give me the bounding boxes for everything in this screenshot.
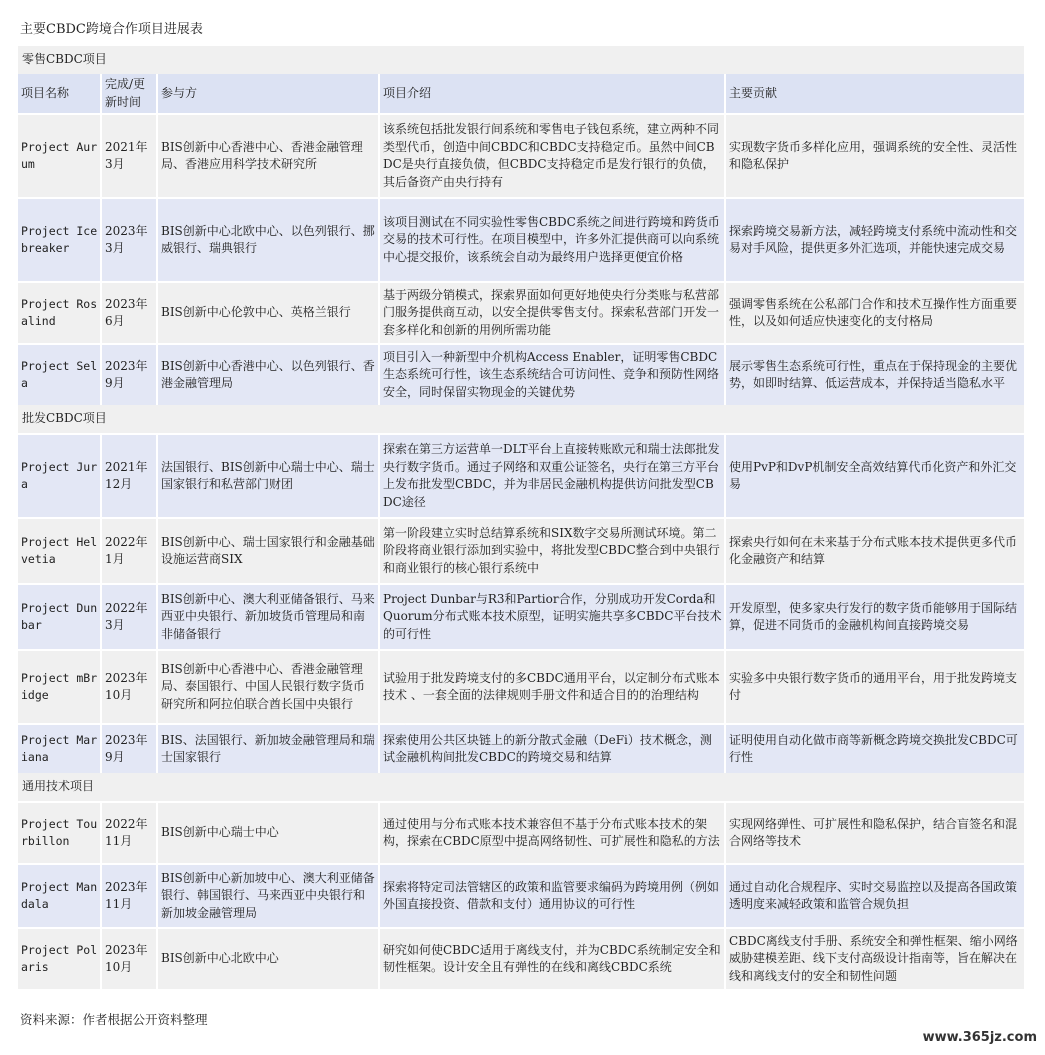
project-date: 2021年12月 bbox=[102, 433, 158, 517]
project-date: 2023年9月 bbox=[102, 343, 158, 405]
section-label: 零售CBDC项目 bbox=[18, 46, 1024, 74]
project-name: Project Jura bbox=[18, 433, 102, 517]
project-date: 2022年11月 bbox=[102, 801, 158, 863]
project-name: Project Sela bbox=[18, 343, 102, 405]
project-intro: 基于两级分销模式，探索界面如何更好地使央行分类账与私营部门服务提供商互动，以安全提供零售支付。探索私营部门开发一套多样化和创新的用例所需功能 bbox=[380, 281, 726, 343]
table-row bbox=[18, 583, 1024, 649]
table-row bbox=[18, 433, 1024, 517]
table-row bbox=[18, 863, 1024, 927]
header-participants: 参与方 bbox=[158, 74, 380, 113]
project-name: Project mBridge bbox=[18, 649, 102, 723]
table-row bbox=[18, 517, 1024, 583]
project-participants: BIS创新中心伦敦中心、英格兰银行 bbox=[158, 281, 380, 343]
project-contribution: 使用PvP和DvP机制安全高效结算代币化资产和外汇交易 bbox=[726, 433, 1024, 517]
project-participants: BIS创新中心北欧中心、以色列银行、挪威银行、瑞典银行 bbox=[158, 197, 380, 281]
project-name: Project Mandala bbox=[18, 863, 102, 927]
header-date: 完成/更新时间 bbox=[102, 74, 158, 113]
cbdc-projects-table bbox=[18, 46, 1024, 989]
project-date: 2023年10月 bbox=[102, 927, 158, 989]
project-contribution: 通过自动化合规程序、实时交易监控以及提高各国政策透明度来减轻政策和监管合规负担 bbox=[726, 863, 1024, 927]
section-label: 批发CBDC项目 bbox=[18, 405, 1024, 433]
project-date: 2022年1月 bbox=[102, 517, 158, 583]
header-row bbox=[18, 74, 1024, 113]
project-intro: Project Dunbar与R3和Partior合作，分别成功开发Corda和Quorum分布式账本技术原型，证明实施共享多CBDC平台技术的可行性 bbox=[380, 583, 726, 649]
source-note: 资料来源：作者根据公开资料整理 bbox=[20, 1012, 208, 1027]
table-row bbox=[18, 801, 1024, 863]
project-intro: 项目引入一种新型中介机构Access Enabler，证明零售CBDC生态系统可行性，该生态系统结合可访问性、竞争和预防性网络安全，同时保留实物现金的关键优势 bbox=[380, 343, 726, 405]
project-date: 2023年10月 bbox=[102, 649, 158, 723]
watermark: www.365jz.com bbox=[922, 1030, 1037, 1045]
project-intro: 第一阶段建立实时总结算系统和SIX数字交易所测试环境。第二阶段将商业银行添加到实验中，将批发型CBDC整合到中央银行和商业银行的核心银行系统中 bbox=[380, 517, 726, 583]
header-intro: 项目介绍 bbox=[380, 74, 726, 113]
table-row bbox=[18, 113, 1024, 197]
project-name: Project Icebreaker bbox=[18, 197, 102, 281]
project-name: Project Aurum bbox=[18, 113, 102, 197]
table-row bbox=[18, 723, 1024, 773]
project-contribution: 实现网络弹性、可扩展性和隐私保护，结合盲签名和混合网络等技术 bbox=[726, 801, 1024, 863]
project-contribution: 证明使用自动化做市商等新概念跨境交换批发CBDC可行性 bbox=[726, 723, 1024, 773]
project-contribution: 探索央行如何在未来基于分布式账本技术提供更多代币化金融资产和结算 bbox=[726, 517, 1024, 583]
project-contribution: 实验多中央银行数字货币的通用平台，用于批发跨境支付 bbox=[726, 649, 1024, 723]
project-contribution: 实现数字货币多样化应用，强调系统的安全性、灵活性和隐私保护 bbox=[726, 113, 1024, 197]
project-intro: 探索将特定司法管辖区的政策和监管要求编码为跨境用例（例如外国直接投资、借款和支付）通用协议的可行性 bbox=[380, 863, 726, 927]
section-row-retail bbox=[18, 46, 1024, 74]
project-participants: BIS创新中心香港中心、香港金融管理局、泰国银行、中国人民银行数字货币研究所和阿拉伯联合酋长国中央银行 bbox=[158, 649, 380, 723]
project-participants: BIS创新中心香港中心、以色列银行、香港金融管理局 bbox=[158, 343, 380, 405]
header-contribution: 主要贡献 bbox=[726, 74, 1024, 113]
project-participants: 法国银行、BIS创新中心瑞士中心、瑞士国家银行和私营部门财团 bbox=[158, 433, 380, 517]
table-row bbox=[18, 343, 1024, 405]
project-participants: BIS创新中心新加坡中心、澳大利亚储备银行、韩国银行、马来西亚中央银行和新加坡金融管理局 bbox=[158, 863, 380, 927]
project-name: Project Rosalind bbox=[18, 281, 102, 343]
project-intro: 该系统包括批发银行间系统和零售电子钱包系统，建立两种不同类型代币，创造中间CBDC和CBDC支持稳定币。虽然中间CBDC是央行直接负债，但CBDC支持稳定币是发行银行的负债，其后备资产由央行持有 bbox=[380, 113, 726, 197]
section-row-wholesale bbox=[18, 405, 1024, 433]
project-name: Project Dunbar bbox=[18, 583, 102, 649]
table-row bbox=[18, 649, 1024, 723]
header-name: 项目名称 bbox=[18, 74, 102, 113]
project-contribution: 强调零售系统在公私部门合作和技术互操作性方面重要性，以及如何适应快速变化的支付格局 bbox=[726, 281, 1024, 343]
project-intro: 探索使用公共区块链上的新分散式金融（DeFi）技术概念，测试金融机构间批发CBDC的跨境交易和结算 bbox=[380, 723, 726, 773]
project-participants: BIS创新中心、瑞士国家银行和金融基础设施运营商SIX bbox=[158, 517, 380, 583]
section-row-general bbox=[18, 773, 1024, 801]
table-row bbox=[18, 197, 1024, 281]
section-label: 通用技术项目 bbox=[18, 773, 1024, 801]
project-date: 2023年6月 bbox=[102, 281, 158, 343]
project-date: 2023年9月 bbox=[102, 723, 158, 773]
project-contribution: CBDC离线支付手册、系统安全和弹性框架、缩小网络威胁建模差距、线下支付高级设计指南等，旨在解决在线和离线支付的安全和韧性问题 bbox=[726, 927, 1024, 989]
project-contribution: 开发原型，使多家央行发行的数字货币能够用于国际结算，促进不同货币的金融机构间直接跨境交易 bbox=[726, 583, 1024, 649]
project-participants: BIS创新中心香港中心、香港金融管理局、香港应用科学技术研究所 bbox=[158, 113, 380, 197]
project-intro: 该项目测试在不同实验性零售CBDC系统之间进行跨境和跨货币交易的技术可行性。在项目模型中，许多外汇提供商可以向系统中心提交报价，该系统会自动为最终用户选择更便宜价格 bbox=[380, 197, 726, 281]
project-participants: BIS创新中心、澳大利亚储备银行、马来西亚中央银行、新加坡货币管理局和南非储备银行 bbox=[158, 583, 380, 649]
project-date: 2023年3月 bbox=[102, 197, 158, 281]
project-name: Project Helvetia bbox=[18, 517, 102, 583]
project-participants: BIS、法国银行、新加坡金融管理局和瑞士国家银行 bbox=[158, 723, 380, 773]
project-date: 2022年3月 bbox=[102, 583, 158, 649]
table-row bbox=[18, 281, 1024, 343]
project-contribution: 探索跨境交易新方法，减轻跨境支付系统中流动性和交易对手风险，提供更多外汇选项，并能快速完成交易 bbox=[726, 197, 1024, 281]
project-participants: BIS创新中心瑞士中心 bbox=[158, 801, 380, 863]
project-date: 2023年11月 bbox=[102, 863, 158, 927]
project-date: 2021年3月 bbox=[102, 113, 158, 197]
project-name: Project Polaris bbox=[18, 927, 102, 989]
project-intro: 探索在第三方运营单一DLT平台上直接转账欧元和瑞士法郎批发央行数字货币。通过子网络和双重公证签名，央行在第三方平台上发布批发型CBDC，并为非居民金融机构提供访问批发型CBDC途径 bbox=[380, 433, 726, 517]
table-title: 主要CBDC跨境合作项目进展表 bbox=[20, 22, 203, 37]
project-participants: BIS创新中心北欧中心 bbox=[158, 927, 380, 989]
project-name: Project Mariana bbox=[18, 723, 102, 773]
project-name: Project Tourbillon bbox=[18, 801, 102, 863]
project-intro: 研究如何使CBDC适用于离线支付，并为CBDC系统制定安全和韧性框架。设计安全且有弹性的在线和离线CBDC系统 bbox=[380, 927, 726, 989]
project-intro: 试验用于批发跨境支付的多CBDC通用平台，以定制分布式账本技术 、一套全面的法律规则手册文件和适合目的的治理结构 bbox=[380, 649, 726, 723]
table-row bbox=[18, 927, 1024, 989]
project-contribution: 展示零售生态系统可行性，重点在于保持现金的主要优势，如即时结算、低运营成本，并保持适当隐私水平 bbox=[726, 343, 1024, 405]
project-intro: 通过使用与分布式账本技术兼容但不基于分布式账本技术的架构，探索在CBDC原型中提高网络韧性、可扩展性和隐私的方法 bbox=[380, 801, 726, 863]
